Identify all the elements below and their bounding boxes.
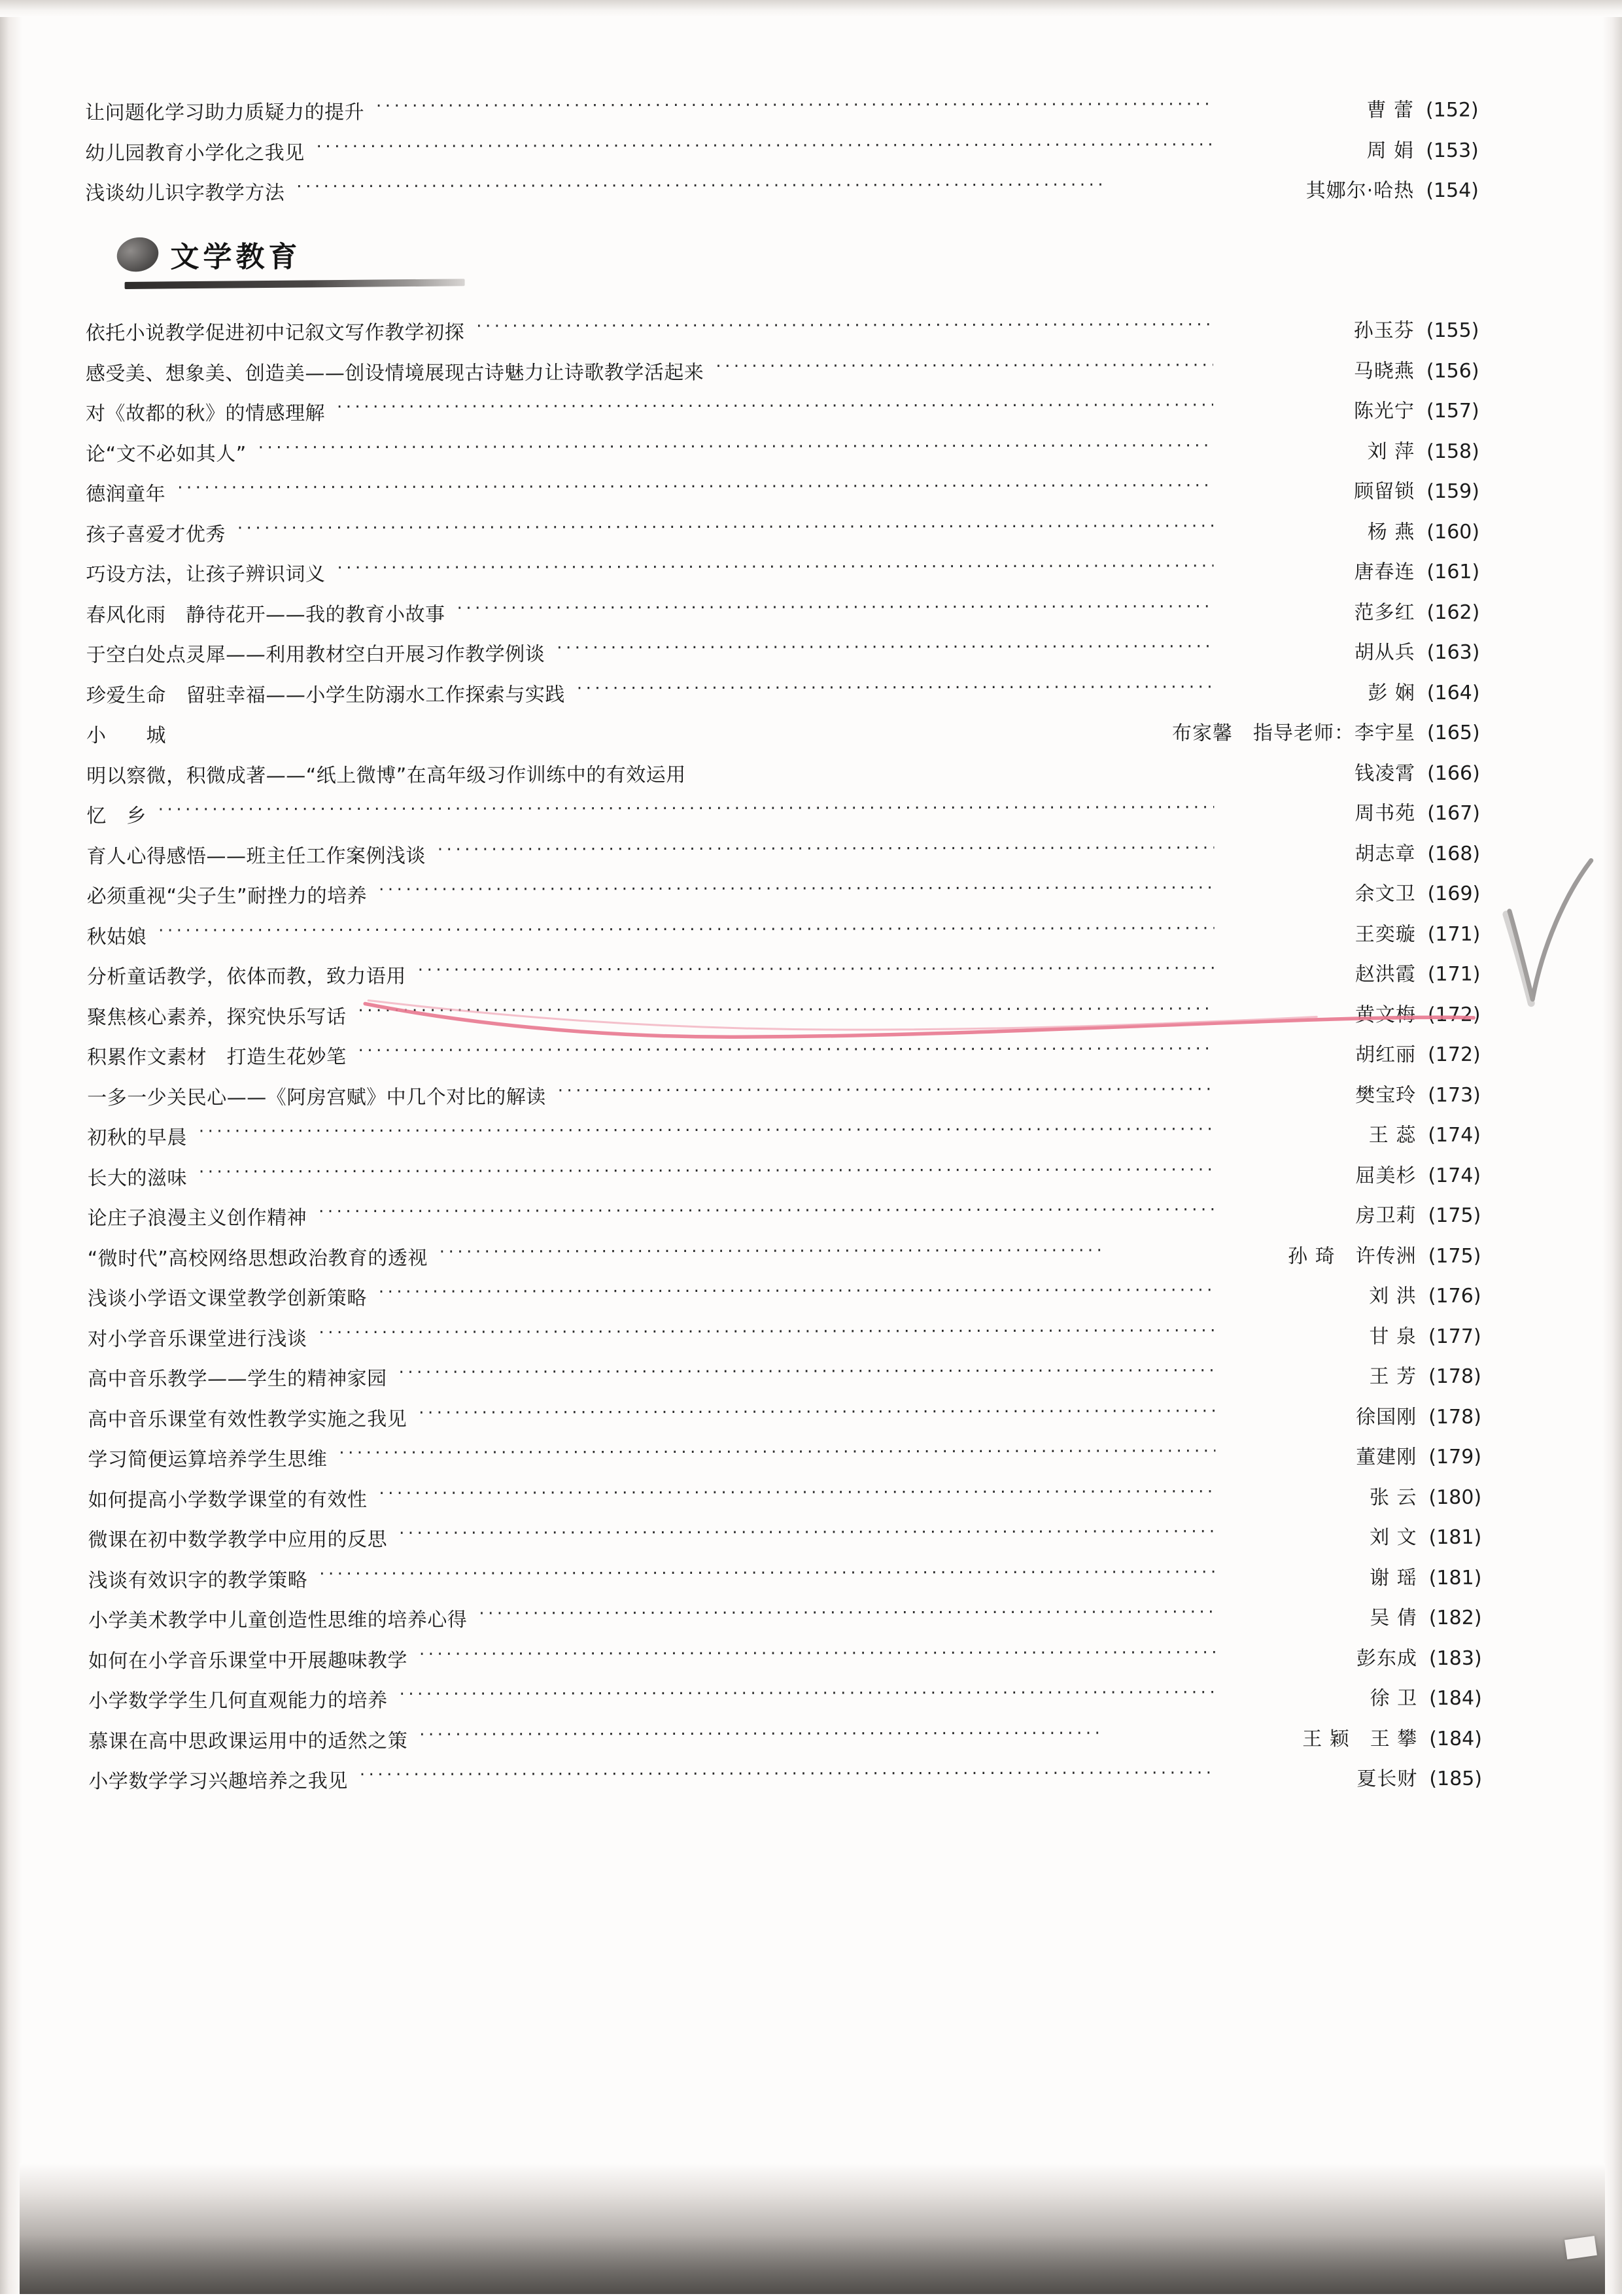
toc-entry xyxy=(88,1444,1513,1470)
dot-leader xyxy=(258,438,1213,460)
page-right-shadow xyxy=(1602,0,1622,2294)
entry-page: (175) xyxy=(1428,1204,1481,1227)
toc-entry xyxy=(88,1484,1513,1510)
entry-author: 胡从兵 xyxy=(1354,641,1415,665)
dot-leader xyxy=(158,801,1215,822)
entry-title: 对《故都的秋》的情感理解 xyxy=(85,402,326,426)
entry-page: (154) xyxy=(1426,179,1479,202)
entry-title: 幼儿园教育小学化之我见 xyxy=(85,141,305,165)
entry-author: 屈美杉 xyxy=(1355,1164,1417,1187)
entry-author: 周 娟 xyxy=(1366,139,1415,162)
entry-page: (160) xyxy=(1426,520,1480,544)
dot-leader xyxy=(319,1203,1215,1225)
entry-title: 孩子喜爱才优秀 xyxy=(86,523,226,546)
toc-entry xyxy=(86,438,1511,464)
page-corner-fold xyxy=(1564,2236,1597,2259)
entry-author: 王奕璇 xyxy=(1355,922,1416,946)
dot-leader xyxy=(419,1726,1105,1747)
entry-title: 浅谈有效识字的教学策略 xyxy=(88,1569,308,1592)
entry-title: 浅谈小学语文课堂教学创新策略 xyxy=(87,1287,367,1311)
toc-entry xyxy=(86,518,1511,545)
entry-title: 分析童话教学，依体而教，致力语用 xyxy=(86,965,406,989)
entry-title: “微时代”高校网络思想政治教育的透视 xyxy=(87,1246,428,1270)
entry-author: 樊宝玲 xyxy=(1355,1083,1417,1107)
entry-author: 陈光宁 xyxy=(1353,400,1415,423)
entry-page: (171) xyxy=(1427,962,1481,986)
toc-entry xyxy=(87,1081,1513,1108)
entry-title: 高中音乐课堂有效性教学实施之我见 xyxy=(88,1407,407,1431)
toc-entry-list xyxy=(86,317,1515,1792)
entry-page: (184) xyxy=(1429,1686,1482,1710)
entry-title: 微课在初中数学教学中应用的反思 xyxy=(88,1528,388,1552)
toc-entry xyxy=(87,961,1513,988)
entry-page: (159) xyxy=(1426,479,1479,503)
entry-title: 聚焦核心素养，探究快乐写话 xyxy=(86,1005,347,1029)
toc-entry xyxy=(88,1725,1514,1752)
entry-title: 小学数学学习兴趣培养之我见 xyxy=(88,1769,348,1794)
entry-page: (177) xyxy=(1428,1325,1481,1348)
entry-author: 王 芳 xyxy=(1369,1365,1417,1389)
dot-leader xyxy=(158,921,1215,943)
entry-page: (175) xyxy=(1428,1244,1481,1268)
entry-title: 明以察微，积微成著——“纸上微博”在高年级习作训练中的有效运用 xyxy=(86,763,686,788)
entry-page: (174) xyxy=(1428,1164,1481,1187)
dot-leader xyxy=(419,1404,1215,1425)
dot-leader xyxy=(716,358,1213,379)
entry-author: 谢 瑶 xyxy=(1370,1566,1417,1590)
entry-title: 一多一少关民心——《阿房宫赋》中几个对比的解读 xyxy=(87,1085,546,1109)
entry-title: 让问题化学习助力质疑力的提升 xyxy=(85,101,365,125)
entry-title: 小 城 xyxy=(86,724,167,748)
toc-entry xyxy=(86,357,1511,384)
dot-leader xyxy=(199,1122,1215,1144)
dot-leader xyxy=(360,1766,1216,1788)
dot-leader xyxy=(337,398,1213,420)
entry-page: (179) xyxy=(1428,1445,1482,1469)
entry-title: 依托小说教学促进初中记叙文写作教学初探 xyxy=(85,321,465,345)
entry-page: (166) xyxy=(1427,761,1480,785)
dot-leader xyxy=(317,137,1213,159)
toc-entry xyxy=(85,137,1511,164)
entry-title: 小学数学学生几何直观能力的培养 xyxy=(88,1689,388,1713)
entry-page: (181) xyxy=(1428,1525,1482,1549)
entry-author: 徐国刚 xyxy=(1356,1405,1417,1429)
entry-page: (155) xyxy=(1426,319,1479,342)
toc-entry xyxy=(85,97,1511,124)
toc-entry xyxy=(86,559,1511,585)
dot-leader xyxy=(177,479,1213,500)
entry-page: (183) xyxy=(1428,1646,1482,1670)
entry-title: 秋姑娘 xyxy=(86,925,147,948)
entry-author: 孙 琦 许传洲 xyxy=(1288,1244,1417,1268)
entry-page: (172) xyxy=(1428,1043,1481,1066)
entry-page: (162) xyxy=(1426,600,1480,624)
entry-author: 房卫莉 xyxy=(1355,1204,1417,1228)
dot-leader xyxy=(358,1042,1215,1064)
entry-title: 积累作文素材 打造生花妙笔 xyxy=(87,1045,347,1070)
dot-leader xyxy=(479,1605,1216,1626)
dot-leader xyxy=(400,1686,1216,1707)
entry-author: 胡志章 xyxy=(1355,842,1416,865)
entry-page: (171) xyxy=(1427,922,1481,946)
entry-page: (178) xyxy=(1428,1365,1481,1388)
entry-author: 钱凌霄 xyxy=(1355,761,1416,785)
entry-page: (167) xyxy=(1427,801,1481,825)
dot-leader xyxy=(379,1283,1215,1305)
entry-page: (185) xyxy=(1429,1767,1483,1790)
toc-entry xyxy=(86,840,1512,867)
dot-leader xyxy=(577,680,1214,701)
dot-leader xyxy=(418,962,1215,983)
toc-entry xyxy=(88,1605,1514,1631)
entry-author: 赵洪霞 xyxy=(1355,963,1416,986)
toc-entry xyxy=(87,1122,1513,1149)
entry-title: 忆 乡 xyxy=(86,805,147,828)
page-bottom-shadow xyxy=(20,2163,1605,2294)
entry-author: 王 蕊 xyxy=(1368,1124,1417,1147)
toc-entry xyxy=(86,800,1512,827)
toc-entry xyxy=(87,880,1513,907)
toc-entry xyxy=(86,720,1512,746)
dot-leader xyxy=(399,1364,1216,1385)
entry-title: 必须重视“尖子生”耐挫力的培养 xyxy=(86,884,368,909)
entry-page: (181) xyxy=(1428,1566,1482,1590)
entry-page: (156) xyxy=(1426,359,1479,383)
entry-author: 刘 洪 xyxy=(1369,1285,1417,1308)
entry-title: 于空白处点灵犀——利用教材空白开展习作教学例谈 xyxy=(86,642,545,667)
entry-author: 马晓燕 xyxy=(1353,359,1415,383)
entry-title: 巧设方法，让孩子辨识词义 xyxy=(86,563,326,587)
entry-title: 感受美、想象美、创造美——创设情境展现古诗魅力让诗歌教学活起来 xyxy=(85,360,704,385)
entry-author: 黄文梅 xyxy=(1355,1003,1416,1026)
toc-entry xyxy=(87,1162,1513,1189)
dot-leader xyxy=(319,1323,1215,1345)
toc-entry xyxy=(86,317,1511,344)
entry-author: 刘 文 xyxy=(1370,1526,1417,1550)
entry-author: 甘 泉 xyxy=(1369,1325,1417,1348)
toc-entry xyxy=(88,1242,1513,1269)
dot-leader xyxy=(358,1001,1215,1023)
toc-entry xyxy=(86,679,1512,706)
entry-author: 董建刚 xyxy=(1356,1446,1417,1469)
entry-title: 珍爱生命 留驻幸福——小学生防溺水工作探索与实践 xyxy=(86,683,565,707)
entry-title: 浅谈幼儿识字教学方法 xyxy=(85,181,285,205)
entry-author: 彭东成 xyxy=(1356,1646,1418,1670)
entry-page: (152) xyxy=(1426,98,1479,122)
entry-title: 如何在小学音乐课堂中开展趣味教学 xyxy=(88,1648,408,1673)
toc-entry xyxy=(87,1041,1513,1068)
toc-entry xyxy=(88,1363,1513,1390)
entry-page: (173) xyxy=(1428,1083,1481,1107)
entry-title: 小学美术教学中儿童创造性思维的培养心得 xyxy=(88,1609,468,1633)
entry-author: 曹 蕾 xyxy=(1366,99,1415,122)
dot-leader xyxy=(199,1162,1215,1184)
entry-page: (182) xyxy=(1428,1606,1482,1629)
entry-page: (174) xyxy=(1428,1123,1481,1147)
entry-author: 其娜尔·哈热 xyxy=(1305,179,1415,203)
entry-page: (180) xyxy=(1428,1486,1482,1509)
toc-entry xyxy=(88,1564,1514,1591)
entry-author: 布家馨 指导老师：李宇星 xyxy=(1171,722,1416,745)
dot-leader xyxy=(178,720,978,742)
entry-author: 余文卫 xyxy=(1355,882,1416,906)
entry-page: (164) xyxy=(1426,681,1480,704)
entry-author: 孙玉芬 xyxy=(1353,319,1415,343)
gray-check-mark xyxy=(1510,861,1591,1000)
toc-entry xyxy=(86,759,1512,786)
section-underline xyxy=(125,279,465,289)
section-title: 文学教育 xyxy=(170,240,302,275)
entry-page: (172) xyxy=(1427,1003,1481,1026)
entry-title: 对小学音乐课堂进行浅谈 xyxy=(87,1327,307,1351)
entry-title: 德润童年 xyxy=(86,483,166,506)
dot-leader xyxy=(419,1645,1216,1667)
entry-title: 春风化雨 静待花开——我的教育小故事 xyxy=(86,602,445,627)
dot-leader xyxy=(339,1444,1215,1466)
dot-leader xyxy=(440,1244,1104,1264)
entry-page: (169) xyxy=(1427,882,1481,905)
toc-entry xyxy=(88,1524,1514,1551)
dot-leader xyxy=(698,760,1214,781)
toc-entry xyxy=(86,639,1512,666)
toc-entry xyxy=(86,599,1512,625)
entry-page: (165) xyxy=(1426,721,1480,744)
entry-page: (176) xyxy=(1428,1284,1481,1308)
entry-title: 慕课在高中思政课运用中的适然之策 xyxy=(88,1729,408,1753)
entry-author: 顾留锁 xyxy=(1354,480,1415,504)
entry-author: 唐春连 xyxy=(1354,561,1415,584)
entry-page: (157) xyxy=(1426,399,1479,423)
entry-title: 长大的滋味 xyxy=(87,1166,187,1190)
dot-leader xyxy=(557,640,1214,661)
toc-entry xyxy=(88,1403,1513,1430)
dot-leader xyxy=(296,178,1101,200)
entry-author: 徐 卫 xyxy=(1370,1687,1418,1711)
entry-page: (178) xyxy=(1428,1405,1481,1429)
entry-author: 刘 萍 xyxy=(1367,440,1415,463)
entry-author: 杨 燕 xyxy=(1367,520,1415,544)
toc-entry xyxy=(88,1644,1514,1671)
entry-title: 学习简便运算培养学生思维 xyxy=(88,1448,328,1472)
toc-entry xyxy=(86,478,1511,505)
entry-title: 论庄子浪漫主义创作精神 xyxy=(87,1206,307,1230)
entry-page: (153) xyxy=(1426,139,1479,162)
entry-page: (184) xyxy=(1429,1727,1482,1750)
entry-author: 夏长财 xyxy=(1356,1767,1418,1791)
toc-entry xyxy=(87,920,1513,947)
dot-leader xyxy=(457,599,1214,620)
entry-page: (163) xyxy=(1426,640,1480,664)
dot-leader xyxy=(558,1082,1215,1103)
dot-leader xyxy=(399,1525,1216,1546)
oval-bullet-icon xyxy=(114,234,162,275)
entry-title: 育人心得感悟——班主任工作案例浅谈 xyxy=(86,844,426,868)
entry-page: (158) xyxy=(1426,440,1479,463)
entry-title: 高中音乐教学——学生的精神家园 xyxy=(88,1367,387,1391)
toc-entry xyxy=(88,1323,1513,1349)
entry-author: 周书苑 xyxy=(1355,802,1416,826)
toc-entry xyxy=(87,1001,1513,1028)
toc-entry xyxy=(88,1765,1514,1792)
entry-author: 吴 倩 xyxy=(1370,1607,1417,1630)
dot-leader xyxy=(337,559,1213,581)
entry-title: 论“文不必如其人” xyxy=(86,442,247,466)
toc-entry xyxy=(88,1685,1514,1712)
dot-leader xyxy=(319,1565,1216,1586)
page-top-shadow xyxy=(0,0,1622,17)
dot-leader xyxy=(438,841,1215,861)
toc-entry xyxy=(88,1202,1513,1229)
toc-entry xyxy=(86,398,1511,425)
dot-leader xyxy=(476,318,1213,339)
section-heading xyxy=(85,230,1511,296)
dot-leader xyxy=(379,1484,1215,1506)
entry-author: 张 云 xyxy=(1369,1486,1417,1509)
dot-leader xyxy=(237,519,1214,540)
page-left-shadow xyxy=(0,0,22,2294)
dot-leader xyxy=(376,97,1213,119)
entry-author: 彭 娴 xyxy=(1368,681,1415,704)
toc-entry xyxy=(85,177,1511,204)
entry-author: 范多红 xyxy=(1354,600,1415,624)
entry-author: 胡红丽 xyxy=(1355,1043,1417,1067)
entry-title: 初秋的早晨 xyxy=(87,1126,187,1150)
toc-top-group xyxy=(85,97,1511,204)
entry-author: 王 颖 王 攀 xyxy=(1302,1727,1418,1750)
entry-title: 如何提高小学数学课堂的有效性 xyxy=(88,1487,368,1512)
table-of-contents xyxy=(85,97,1514,1809)
entry-page: (161) xyxy=(1426,560,1480,583)
toc-entry xyxy=(88,1283,1513,1310)
dot-leader xyxy=(379,881,1214,903)
entry-page: (168) xyxy=(1427,842,1481,865)
